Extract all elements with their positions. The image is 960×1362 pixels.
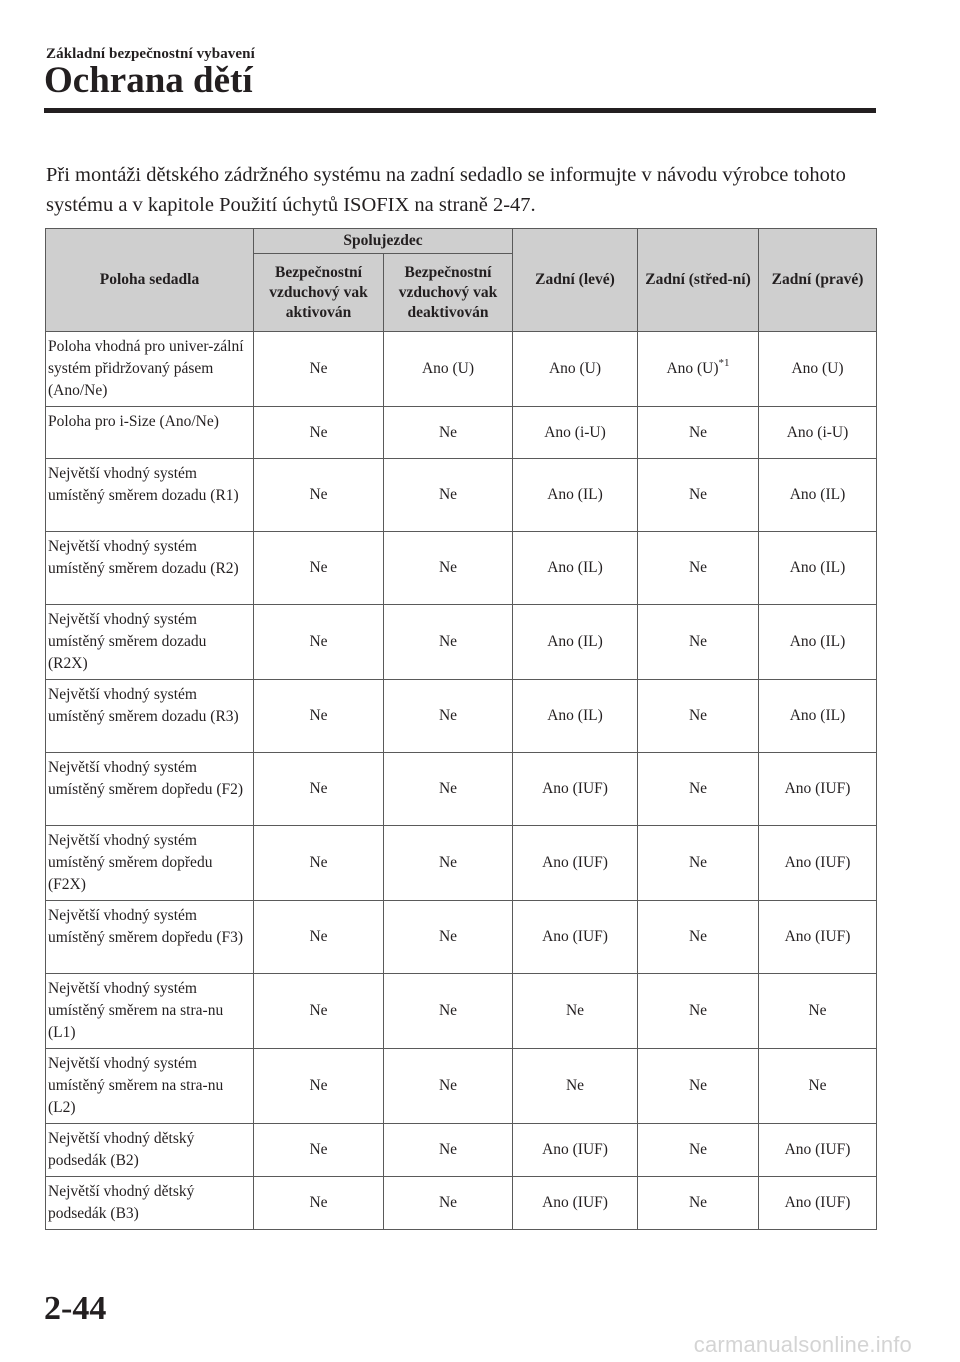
header-airbag-on: Bezpečnostní vzduchový vak aktivován: [254, 254, 384, 332]
cell-rear-left: Ne: [513, 1049, 638, 1124]
cell-rear-left: Ano (IUF): [513, 901, 638, 974]
cell-airbag-off: Ne: [384, 826, 513, 901]
row-label: Největší vhodný systém umístěný směrem na stra-nu (L1): [46, 974, 254, 1049]
table-row: [46, 605, 877, 680]
cell-airbag-on: Ne: [254, 1124, 384, 1177]
cell-rear-center: Ne: [638, 974, 759, 1049]
table-row: [46, 680, 877, 753]
cell-airbag-off: Ne: [384, 1049, 513, 1124]
cell-airbag-on: Ne: [254, 753, 384, 826]
cell-airbag-on: Ne: [254, 680, 384, 753]
table-row: [46, 532, 877, 605]
cell-airbag-on: Ne: [254, 901, 384, 974]
cell-rear-left: Ne: [513, 974, 638, 1049]
cell-airbag-off: Ne: [384, 680, 513, 753]
table-row: [46, 407, 877, 459]
table-row: [46, 826, 877, 901]
cell-rear-right: Ne: [759, 974, 877, 1049]
row-label: Největší vhodný systém umístěný směrem dopředu (F2): [46, 753, 254, 826]
cell-rear-center: Ne: [638, 1177, 759, 1230]
cell-rear-center: Ne: [638, 605, 759, 680]
cell-airbag-off: Ne: [384, 1177, 513, 1230]
cell-airbag-off: Ne: [384, 605, 513, 680]
row-label: Největší vhodný systém umístěný směrem dozadu (R2): [46, 532, 254, 605]
cell-rear-right: Ne: [759, 1049, 877, 1124]
cell-airbag-on: Ne: [254, 459, 384, 532]
cell-rear-right: Ano (IL): [759, 680, 877, 753]
cell-airbag-on: Ne: [254, 332, 384, 407]
header-airbag-off: Bezpečnostní vzduchový vak deaktivován: [384, 254, 513, 332]
cell-rear-center: Ne: [638, 753, 759, 826]
header-position: Poloha sedadla: [46, 229, 254, 332]
table-row: [46, 1124, 877, 1177]
page-number: 2-44: [44, 1290, 107, 1327]
intro-paragraph: Při montáži dětského zádržného systému na zadní sedadlo se informujte v návodu výrobce tohoto systému a v kapitole Použití úchytů ISOFIX na straně 2-47.: [46, 164, 846, 216]
cell-rear-left: Ano (IL): [513, 605, 638, 680]
cell-rear-center: [638, 332, 759, 407]
cell-airbag-on: Ne: [254, 605, 384, 680]
cell-airbag-off: Ne: [384, 532, 513, 605]
cell-airbag-off: Ne: [384, 753, 513, 826]
cell-airbag-on: Ne: [254, 826, 384, 901]
row-label: Poloha vhodná pro univer-zální systém přidržovaný pásem (Ano/Ne): [46, 332, 254, 407]
cell-airbag-off: Ne: [384, 1124, 513, 1177]
cell-rear-right: Ano (IUF): [759, 1124, 877, 1177]
cell-rear-center: Ne: [638, 407, 759, 459]
cell-airbag-on: Ne: [254, 532, 384, 605]
row-label: Největší vhodný dětský podsedák (B3): [46, 1177, 254, 1230]
table-row: [46, 974, 877, 1049]
footnote-marker: *1: [718, 357, 730, 369]
header-rear-left: Zadní (levé): [513, 229, 638, 332]
table-row: [46, 459, 877, 532]
cell-rear-center-value: Ano (U): [666, 360, 719, 377]
cell-rear-right: Ano (i-U): [759, 407, 877, 459]
watermark: carmanualsonline.info: [693, 1332, 912, 1357]
cell-airbag-off: Ne: [384, 901, 513, 974]
row-label: Poloha pro i-Size (Ano/Ne): [46, 407, 254, 459]
cell-rear-center: Ne: [638, 1049, 759, 1124]
title-rule: [44, 108, 876, 113]
row-label: Největší vhodný systém umístěný směrem dopředu (F3): [46, 901, 254, 974]
cell-rear-center: Ne: [638, 901, 759, 974]
table-row: [46, 901, 877, 974]
cell-airbag-on: Ne: [254, 407, 384, 459]
cell-rear-left: Ano (IL): [513, 680, 638, 753]
header-passenger: Spolujezdec: [254, 229, 513, 254]
row-label: Největší vhodný systém umístěný směrem dozadu (R3): [46, 680, 254, 753]
table-row: [46, 753, 877, 826]
cell-rear-center: Ne: [638, 532, 759, 605]
seat-compatibility-table: [45, 228, 877, 1230]
cell-rear-left: Ano (IUF): [513, 826, 638, 901]
cell-rear-left: Ano (IL): [513, 459, 638, 532]
cell-rear-left: Ano (U): [513, 332, 638, 407]
cell-airbag-on: Ne: [254, 1177, 384, 1230]
header-rear-center: Zadní (střed-ní): [638, 229, 759, 332]
cell-rear-left: Ano (IUF): [513, 1124, 638, 1177]
cell-rear-right: Ano (U): [759, 332, 877, 407]
page-title: Ochrana dětí: [44, 60, 253, 101]
cell-rear-right: Ano (IUF): [759, 901, 877, 974]
row-label: Největší vhodný systém umístěný směrem dozadu (R2X): [46, 605, 254, 680]
cell-rear-right: Ano (IUF): [759, 1177, 877, 1230]
table-row: [46, 332, 877, 407]
section-label: Základní bezpečnostní vybavení: [46, 46, 255, 62]
cell-rear-center: Ne: [638, 459, 759, 532]
cell-rear-right: Ano (IUF): [759, 826, 877, 901]
cell-airbag-on: Ne: [254, 974, 384, 1049]
cell-rear-left: Ano (i-U): [513, 407, 638, 459]
cell-rear-center: Ne: [638, 826, 759, 901]
row-label: Největší vhodný dětský podsedák (B2): [46, 1124, 254, 1177]
cell-rear-right: Ano (IL): [759, 459, 877, 532]
cell-airbag-off: Ne: [384, 407, 513, 459]
cell-airbag-off: Ne: [384, 974, 513, 1049]
row-label: Největší vhodný systém umístěný směrem dozadu (R1): [46, 459, 254, 532]
cell-rear-right: Ano (IL): [759, 532, 877, 605]
table-row: [46, 1177, 877, 1230]
table-row: [46, 1049, 877, 1124]
cell-rear-right: Ano (IL): [759, 605, 877, 680]
cell-airbag-off: Ne: [384, 459, 513, 532]
cell-airbag-off: Ano (U): [384, 332, 513, 407]
cell-rear-left: Ano (IUF): [513, 1177, 638, 1230]
cell-rear-right: Ano (IUF): [759, 753, 877, 826]
header-rear-right: Zadní (pravé): [759, 229, 877, 332]
row-label: Největší vhodný systém umístěný směrem na stra-nu (L2): [46, 1049, 254, 1124]
cell-rear-left: Ano (IUF): [513, 753, 638, 826]
cell-rear-left: Ano (IL): [513, 532, 638, 605]
row-label: Největší vhodný systém umístěný směrem dopředu (F2X): [46, 826, 254, 901]
cell-airbag-on: Ne: [254, 1049, 384, 1124]
cell-rear-center: Ne: [638, 1124, 759, 1177]
cell-rear-center: Ne: [638, 680, 759, 753]
